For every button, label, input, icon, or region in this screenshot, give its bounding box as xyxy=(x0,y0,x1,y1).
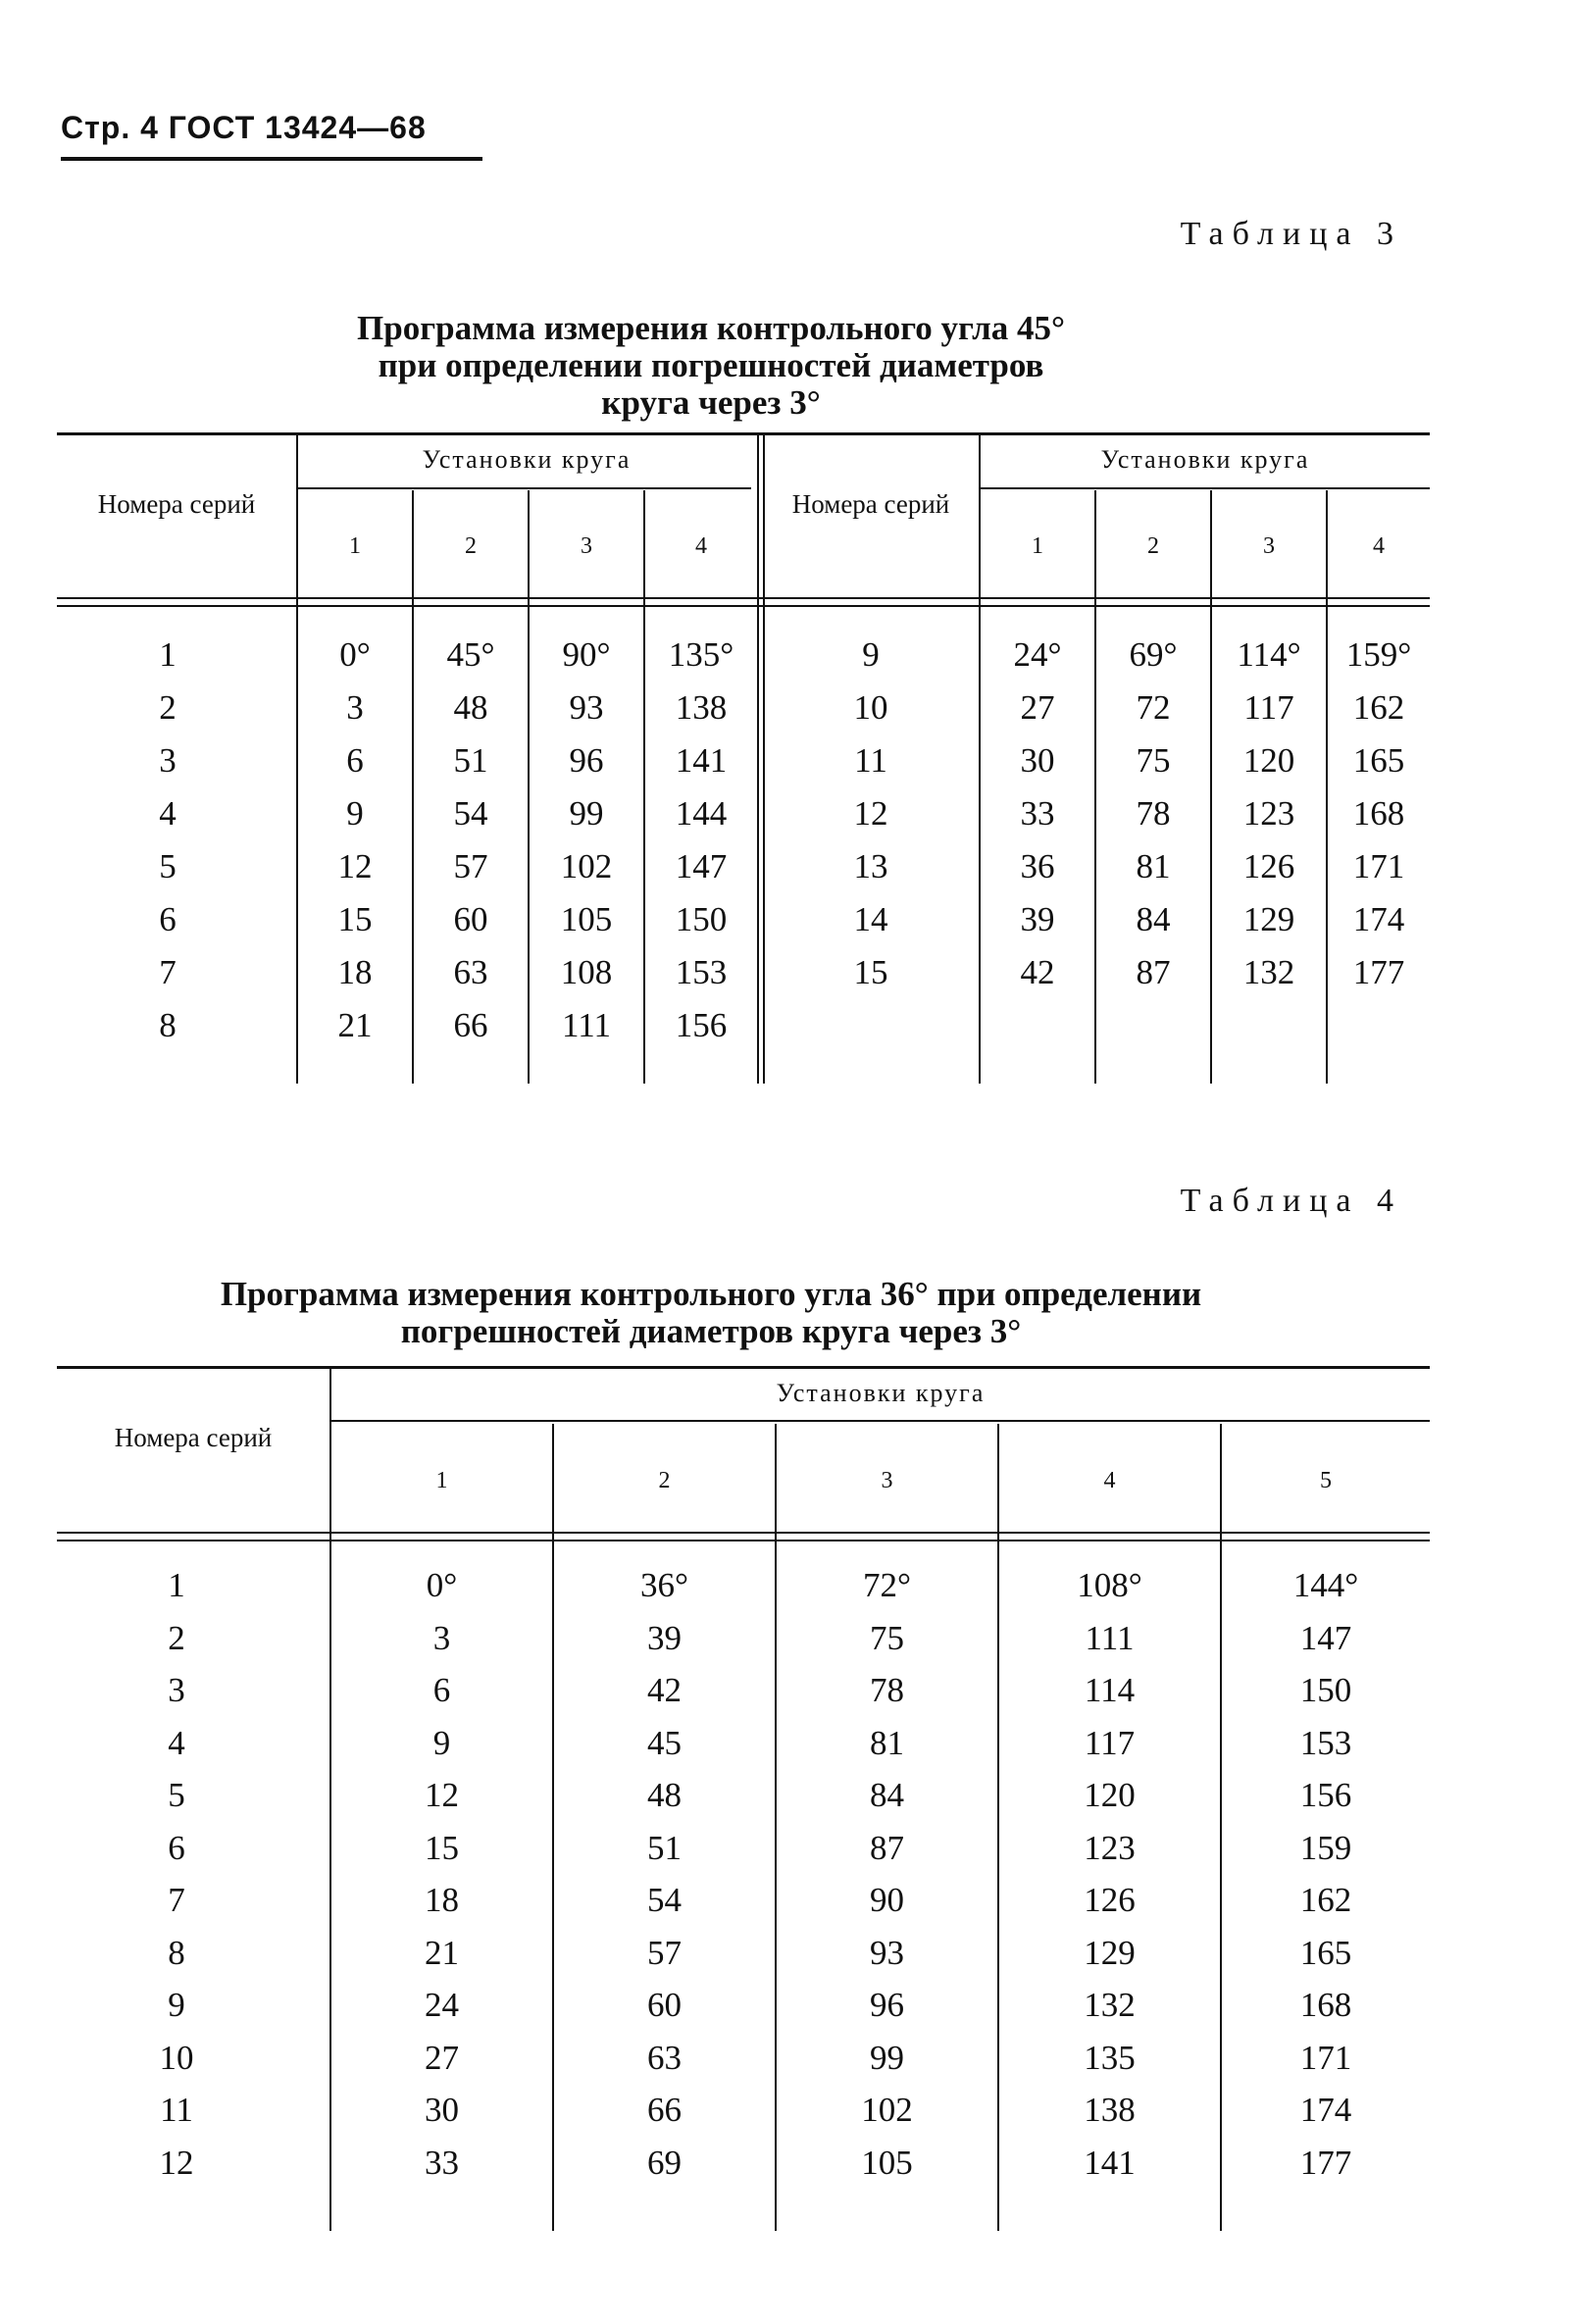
page-header: Стр. 4 ГОСТ 13424—68 xyxy=(61,110,427,145)
table-cell: 30 xyxy=(1020,741,1055,780)
series-number: 6 xyxy=(159,900,177,938)
table-cell: 93 xyxy=(870,1934,904,1972)
table-cell: 138 xyxy=(675,688,728,727)
table-cell: 135° xyxy=(668,635,734,674)
table3-subheader: 3 xyxy=(1263,533,1275,559)
table-cell: 123 xyxy=(1242,794,1295,833)
table-cell: 36 xyxy=(1020,847,1055,885)
table-cell: 78 xyxy=(870,1671,904,1709)
table-cell: 105 xyxy=(861,2144,913,2182)
table-cell: 90° xyxy=(562,635,611,674)
table-cell: 3 xyxy=(432,1619,451,1657)
table-cell: 21 xyxy=(337,1006,373,1044)
table-cell: 162 xyxy=(1352,688,1405,727)
table-cell: 3 xyxy=(346,688,364,727)
table-cell: 87 xyxy=(870,1829,904,1867)
table-cell: 111 xyxy=(562,1006,611,1044)
series-number: 4 xyxy=(168,1724,185,1762)
table3-subheader: 3 xyxy=(581,533,592,559)
table4-subheader: 4 xyxy=(1103,1468,1116,1493)
table-cell: 6 xyxy=(432,1671,451,1709)
table-cell: 39 xyxy=(1020,900,1055,938)
series-number: 2 xyxy=(159,688,177,727)
table-cell: 168 xyxy=(1299,1986,1352,2024)
table-cell: 174 xyxy=(1299,2091,1352,2129)
table-cell: 174 xyxy=(1352,900,1405,938)
table-cell: 120 xyxy=(1242,741,1295,780)
table-cell: 33 xyxy=(1020,794,1055,833)
table-cell: 117 xyxy=(1243,688,1294,727)
table-cell: 36° xyxy=(640,1566,688,1604)
table4-col-divider xyxy=(775,1424,777,2231)
table-cell: 150 xyxy=(1299,1671,1352,1709)
series-number: 10 xyxy=(853,688,888,727)
table-cell: 45° xyxy=(446,635,495,674)
table-cell: 141 xyxy=(1084,2144,1136,2182)
table-cell: 126 xyxy=(1084,1881,1136,1919)
table4-caption xyxy=(59,1276,1363,1350)
table3-subheader: 4 xyxy=(695,533,707,559)
table-cell: 6 xyxy=(346,741,364,780)
table-cell: 102 xyxy=(560,847,613,885)
table-cell: 102 xyxy=(861,2091,913,2129)
series-number: 13 xyxy=(853,847,888,885)
table4-caption-line: Программа измерения контрольного угла 36° при определении xyxy=(220,1275,1202,1313)
table-cell: 138 xyxy=(1084,2091,1136,2129)
series-number: 10 xyxy=(159,2039,194,2077)
table-cell: 135 xyxy=(1084,2039,1136,2077)
table-cell: 162 xyxy=(1299,1881,1352,1919)
table-cell: 18 xyxy=(425,1881,459,1919)
table4-col-divider xyxy=(1220,1424,1222,2231)
table3-group-rule-left xyxy=(298,487,751,489)
table-cell: 63 xyxy=(453,953,488,991)
table3-col-divider xyxy=(643,490,645,1084)
table-cell: 60 xyxy=(647,1986,682,2024)
table3-header-rule xyxy=(57,597,1430,599)
table-cell: 51 xyxy=(453,741,488,780)
table-cell: 84 xyxy=(1136,900,1171,938)
table3-col-divider xyxy=(412,490,414,1084)
series-number: 4 xyxy=(159,794,177,833)
table-cell: 48 xyxy=(453,688,488,727)
table4-top-rule xyxy=(57,1366,1430,1369)
table-cell: 156 xyxy=(1299,1776,1352,1814)
table3-subheader: 2 xyxy=(465,533,477,559)
table-cell: 24 xyxy=(425,1986,459,2024)
series-number: 2 xyxy=(168,1619,185,1657)
table-cell: 75 xyxy=(870,1619,904,1657)
table-cell: 165 xyxy=(1352,741,1405,780)
table-cell: 129 xyxy=(1084,1934,1136,1972)
table3-caption-line: при определении погрешностей диаметров xyxy=(378,346,1044,384)
table3 xyxy=(0,0,1569,1098)
series-number: 15 xyxy=(853,953,888,991)
series-number: 7 xyxy=(168,1881,185,1919)
series-number: 9 xyxy=(862,635,880,674)
series-number: 11 xyxy=(854,741,887,780)
table-cell: 0° xyxy=(339,635,371,674)
table4-col-divider xyxy=(329,1368,331,2231)
table-cell: 177 xyxy=(1299,2144,1352,2182)
table3-group-rule-right xyxy=(981,487,1430,489)
table3-label: Таблица 3 xyxy=(1180,216,1402,252)
series-number: 1 xyxy=(159,635,177,674)
table-cell: 147 xyxy=(675,847,728,885)
table-cell: 75 xyxy=(1136,741,1171,780)
table4-group-rule xyxy=(331,1420,1430,1422)
table-cell: 129 xyxy=(1242,900,1295,938)
table-cell: 15 xyxy=(425,1829,459,1867)
table-cell: 93 xyxy=(569,688,604,727)
series-number: 1 xyxy=(168,1566,185,1604)
table-cell: 9 xyxy=(432,1724,451,1762)
table-cell: 30 xyxy=(425,2091,459,2129)
table-cell: 81 xyxy=(870,1724,904,1762)
table-cell: 78 xyxy=(1136,794,1171,833)
table-cell: 177 xyxy=(1352,953,1405,991)
table-cell: 54 xyxy=(453,794,488,833)
table-cell: 108 xyxy=(560,953,613,991)
table4-header-rule xyxy=(57,1540,1430,1541)
table3-col-divider xyxy=(1094,490,1096,1084)
table4-subheader: 1 xyxy=(435,1468,448,1493)
table-cell: 15 xyxy=(337,900,373,938)
table-cell: 72 xyxy=(1136,688,1171,727)
table-cell: 123 xyxy=(1084,1829,1136,1867)
table-cell: 60 xyxy=(453,900,488,938)
table-cell: 9 xyxy=(346,794,364,833)
series-number: 11 xyxy=(160,2091,193,2129)
table-cell: 108° xyxy=(1077,1566,1142,1604)
series-number: 5 xyxy=(168,1776,185,1814)
table-cell: 27 xyxy=(1020,688,1055,727)
table-cell: 105 xyxy=(560,900,613,938)
table-cell: 141 xyxy=(675,741,728,780)
table-cell: 54 xyxy=(647,1881,682,1919)
table-cell: 45 xyxy=(647,1724,682,1762)
table-cell: 39 xyxy=(647,1619,682,1657)
table-cell: 153 xyxy=(1299,1724,1352,1762)
table3-top-rule xyxy=(57,432,1430,435)
table-cell: 165 xyxy=(1299,1934,1352,1972)
table-cell: 51 xyxy=(647,1829,682,1867)
table-cell: 126 xyxy=(1242,847,1295,885)
table-cell: 132 xyxy=(1084,1986,1136,2024)
table-cell: 171 xyxy=(1299,2039,1352,2077)
table4-subheader: 3 xyxy=(881,1468,893,1493)
table-cell: 69° xyxy=(1129,635,1178,674)
series-number: 8 xyxy=(168,1934,185,1972)
table-cell: 81 xyxy=(1136,847,1171,885)
table-cell: 171 xyxy=(1352,847,1405,885)
table-cell: 90 xyxy=(870,1881,904,1919)
series-number: 7 xyxy=(159,953,177,991)
table-cell: 120 xyxy=(1084,1776,1136,1814)
table-cell: 72° xyxy=(863,1566,911,1604)
table-cell: 42 xyxy=(647,1671,682,1709)
table-cell: 114 xyxy=(1084,1671,1136,1709)
series-number: 8 xyxy=(159,1006,177,1044)
series-number: 3 xyxy=(168,1671,185,1709)
table3-caption-line: круга через 3° xyxy=(601,383,821,422)
table-cell: 147 xyxy=(1299,1619,1352,1657)
table-cell: 21 xyxy=(425,1934,459,1972)
table-cell: 27 xyxy=(425,2039,459,2077)
series-number: 9 xyxy=(168,1986,185,2024)
table-cell: 57 xyxy=(453,847,488,885)
table4-label: Таблица 4 xyxy=(1180,1183,1402,1219)
table-cell: 0° xyxy=(426,1566,458,1604)
table4-group-header: Установки круга xyxy=(776,1379,986,1407)
table-cell: 117 xyxy=(1084,1724,1136,1762)
table-cell: 96 xyxy=(870,1986,904,2024)
series-number: 12 xyxy=(159,2144,194,2182)
table-cell: 84 xyxy=(870,1776,904,1814)
table-cell: 69 xyxy=(647,2144,682,2182)
table4-col-divider xyxy=(997,1424,999,2231)
table4-header-rule xyxy=(57,1532,1430,1534)
table-cell: 48 xyxy=(647,1776,682,1814)
table3-col-divider xyxy=(1326,490,1328,1084)
table-cell: 111 xyxy=(1085,1619,1135,1657)
table-cell: 132 xyxy=(1242,953,1295,991)
table4-subheader: 2 xyxy=(658,1468,671,1493)
series-number: 5 xyxy=(159,847,177,885)
table3-block-divider xyxy=(757,434,759,1084)
table-cell: 99 xyxy=(870,2039,904,2077)
table-cell: 24° xyxy=(1013,635,1062,674)
table-cell: 12 xyxy=(425,1776,459,1814)
table3-group-header: Установки круга xyxy=(422,445,632,474)
table-cell: 66 xyxy=(647,2091,682,2129)
table3-series-header: Номера серий xyxy=(791,489,950,519)
series-number: 3 xyxy=(159,741,177,780)
table-cell: 12 xyxy=(337,847,373,885)
table3-header-rule xyxy=(57,605,1430,607)
table3-subheader: 1 xyxy=(349,533,361,559)
series-number: 12 xyxy=(853,794,888,833)
series-number: 14 xyxy=(853,900,888,938)
table-cell: 144 xyxy=(675,794,728,833)
table-cell: 42 xyxy=(1020,953,1055,991)
table-cell: 63 xyxy=(647,2039,682,2077)
table3-col-divider xyxy=(1210,490,1212,1084)
table3-group-header: Установки круга xyxy=(1100,445,1310,474)
table-cell: 99 xyxy=(569,794,604,833)
table4-subheader: 5 xyxy=(1320,1468,1332,1493)
table-cell: 156 xyxy=(675,1006,728,1044)
table-cell: 33 xyxy=(425,2144,459,2182)
series-number: 6 xyxy=(168,1829,185,1867)
table3-caption-line: Программа измерения контрольного угла 45° xyxy=(357,309,1065,347)
table4-caption-line: погрешностей диаметров круга через 3° xyxy=(400,1312,1022,1350)
table-cell: 18 xyxy=(337,953,373,991)
table3-subheader: 4 xyxy=(1373,533,1385,559)
table3-subheader: 1 xyxy=(1032,533,1043,559)
table-cell: 96 xyxy=(569,741,604,780)
table-cell: 159 xyxy=(1299,1829,1352,1867)
table-cell: 66 xyxy=(453,1006,488,1044)
table-cell: 153 xyxy=(675,953,728,991)
table4-series-header: Номера серий xyxy=(114,1423,273,1452)
table-cell: 144° xyxy=(1292,1566,1359,1604)
table-cell: 159° xyxy=(1345,635,1412,674)
table3-col-divider xyxy=(528,490,530,1084)
table3-series-header: Номера серий xyxy=(97,489,256,519)
table-cell: 150 xyxy=(675,900,728,938)
table-cell: 168 xyxy=(1352,794,1405,833)
table4-col-divider xyxy=(552,1424,554,2231)
table-cell: 87 xyxy=(1136,953,1171,991)
table-cell: 57 xyxy=(647,1934,682,1972)
table-cell: 114° xyxy=(1237,635,1301,674)
table3-subheader: 2 xyxy=(1147,533,1159,559)
